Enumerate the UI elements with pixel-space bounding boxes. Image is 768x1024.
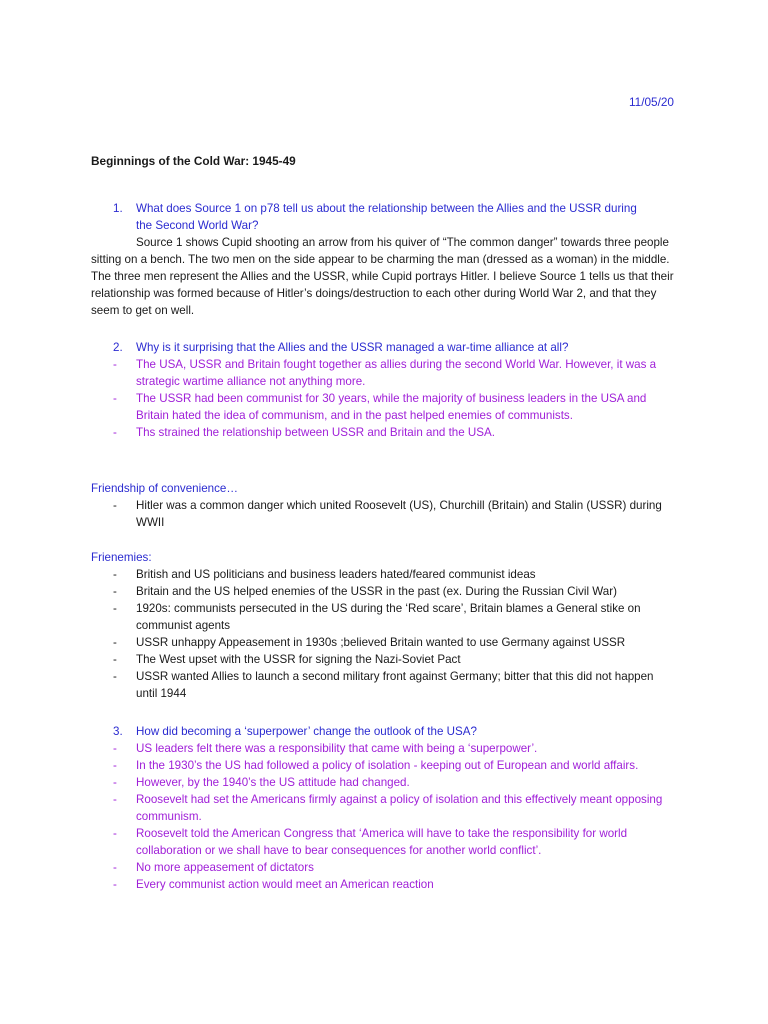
list-item-text: The West upset with the USSR for signing the Nazi-Soviet Pact bbox=[136, 653, 461, 666]
section-heading: Friendship of convenience… bbox=[91, 482, 238, 495]
bullet-dash: - bbox=[113, 776, 117, 789]
question-text: How did becoming a ‘superpower’ change the outlook of the USA? bbox=[136, 725, 477, 738]
list-item bbox=[113, 791, 673, 825]
list-item bbox=[113, 497, 673, 531]
bullet-dash: - bbox=[113, 568, 117, 581]
list-item bbox=[113, 668, 673, 702]
list-item bbox=[113, 424, 673, 441]
friendship-section bbox=[0, 480, 768, 531]
list-item-text: The USSR had been communist for 30 years, while the majority of business leaders in the USA and Britain hated the idea of communism, and in the past helped enemies of communists. bbox=[136, 392, 647, 422]
bullet-dash: - bbox=[113, 793, 117, 806]
list-item bbox=[113, 583, 673, 600]
list-item-text: The USA, USSR and Britain fought together as allies during the second World War. However, it was a strategic wartime alliance not anything more. bbox=[136, 358, 657, 388]
list-item bbox=[113, 566, 673, 583]
question-text: What does Source 1 on p78 tell us about the relationship between the Allies and the USSR during the Second World War? bbox=[136, 202, 637, 232]
question-3 bbox=[113, 723, 653, 740]
list-item-text: USSR wanted Allies to launch a second military front against Germany; bitter that this did not happen until 1944 bbox=[136, 670, 654, 700]
document-date: 11/05/20 bbox=[628, 95, 674, 109]
list-item-text: British and US politicians and business leaders hated/feared communist ideas bbox=[136, 568, 536, 581]
bullet-dash: - bbox=[113, 636, 117, 649]
document-title: Beginnings of the Cold War: 1945-49 bbox=[91, 154, 296, 168]
bullet-dash: - bbox=[113, 861, 117, 874]
list-item-text: US leaders felt there was a responsibility that came with being a ‘superpower’. bbox=[136, 742, 538, 755]
list-item-text: Ths strained the relationship between USSR and Britain and the USA. bbox=[136, 426, 495, 439]
question-number: 3. bbox=[113, 725, 123, 738]
list-item bbox=[113, 634, 673, 651]
list-item-text: Roosevelt had set the Americans firmly against a policy of isolation and this effectively meant opposing communism. bbox=[136, 793, 663, 823]
list-item-text: 1920s: communists persecuted in the US during the ‘Red scare’, Britain blames a General stike on communist agents bbox=[136, 602, 641, 632]
list-item bbox=[113, 651, 673, 668]
question-text: Why is it surprising that the Allies and the USSR managed a war-time alliance at all? bbox=[136, 341, 569, 354]
question-number: 2. bbox=[113, 341, 123, 354]
bullet-dash: - bbox=[113, 426, 117, 439]
list-item bbox=[113, 876, 673, 893]
bullet-dash: - bbox=[113, 827, 117, 840]
bullet-dash: - bbox=[113, 759, 117, 772]
bullet-dash: - bbox=[113, 392, 117, 405]
bullet-dash: - bbox=[113, 653, 117, 666]
question-1 bbox=[113, 200, 653, 234]
list-item bbox=[113, 859, 673, 876]
list-item-text: However, by the 1940’s the US attitude had changed. bbox=[136, 776, 410, 789]
list-item bbox=[113, 825, 673, 859]
list-item-text: No more appeasement of dictators bbox=[136, 861, 314, 874]
bullet-dash: - bbox=[113, 670, 117, 683]
list-item bbox=[113, 356, 673, 390]
list-item-text: In the 1930’s the US had followed a policy of isolation - keeping out of European and world affairs. bbox=[136, 759, 639, 772]
question-1-section bbox=[0, 200, 768, 319]
question-3-section bbox=[0, 723, 768, 893]
bullet-dash: - bbox=[113, 602, 117, 615]
list-item bbox=[113, 390, 673, 424]
list-item-text: Roosevelt told the American Congress that ‘America will have to take the responsibility for world collaboration or we shall have to bear consequences for another world conflict’. bbox=[136, 827, 628, 857]
question-number: 1. bbox=[113, 202, 123, 215]
bullet-dash: - bbox=[113, 878, 117, 891]
bullet-dash: - bbox=[113, 499, 117, 512]
list-item bbox=[113, 600, 673, 634]
answer-paragraph: Source 1 shows Cupid shooting an arrow from his quiver of “The common danger” towards three people sitting on a bench. The two men on the side appear to be charming the man (dressed as a woman) in the middle. The three men represent the Allies and the USSR, while Cupid portrays Hitler. I believe Source 1 tells us that their relationship was formed because of Hitler’s doings/destruction to each other during World War 2, and that they seem to get on well. bbox=[91, 236, 674, 317]
frienemies-section bbox=[0, 549, 768, 702]
question-2 bbox=[113, 339, 653, 356]
bullet-dash: - bbox=[113, 742, 117, 755]
bullet-dash: - bbox=[113, 358, 117, 371]
section-heading: Frienemies: bbox=[91, 551, 152, 564]
bullet-dash: - bbox=[113, 585, 117, 598]
list-item bbox=[113, 757, 673, 774]
list-item-text: Britain and the US helped enemies of the USSR in the past (ex. During the Russian Civil War) bbox=[136, 585, 617, 598]
list-item-text: Hitler was a common danger which united Roosevelt (US), Churchill (Britain) and Stalin (USSR) during WWII bbox=[136, 499, 662, 529]
list-item bbox=[113, 740, 673, 757]
list-item-text: USSR unhappy Appeasement in 1930s ;believed Britain wanted to use Germany against USSR bbox=[136, 636, 626, 649]
question-2-section bbox=[0, 339, 768, 441]
list-item-text: Every communist action would meet an American reaction bbox=[136, 878, 434, 891]
list-item bbox=[113, 774, 673, 791]
